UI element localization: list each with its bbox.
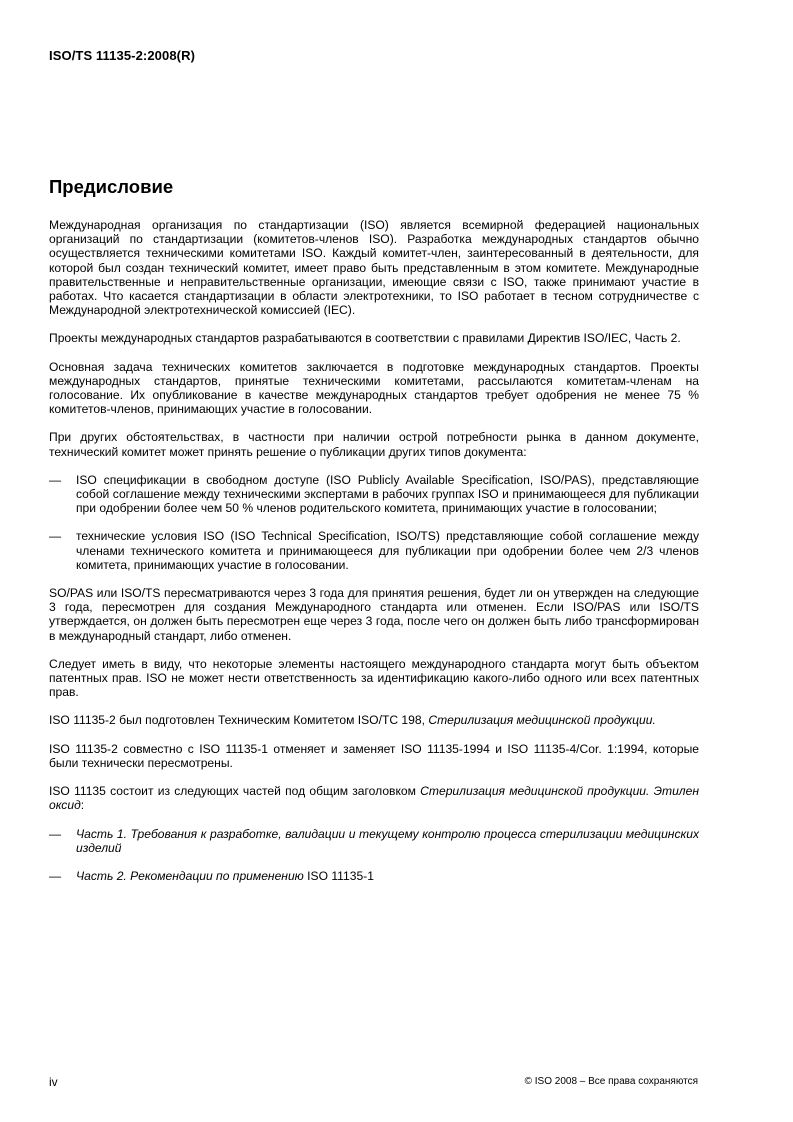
list-item-part-2 (49, 869, 699, 883)
part-suffix: ISO 11135-1 (303, 868, 374, 883)
paragraph-iso-intro: Международная организация по стандартизации (ISO) является всемирной федерацией национальных организаций по стандартизации (комитетов-членов ISO). Разработка международных стандартов обычно осуществляется техническими комитетами ISO. Каждый комитет-член, заинтересованный в деятельности, для которой был создан технический комитет, имеет право быть представленным в этом комитете. Международные правительственные и неправительственные организации, имеющие связи с ISO, также принимают участие в работах. Что касается стандартизации в области электротехники, то ISO работает в тесном сотрудничестве с Международной электротехнической комиссией (IEC). (49, 218, 699, 318)
list-dash: — (49, 529, 62, 544)
list-dash: — (49, 472, 62, 487)
paragraph-committee-task: Основная задача технических комитетов заключается в подготовке международных стандартов. Проекты международных стандартов, принятые техническими комитетами, рассылаются комитетам-членам на голосование. Их опубликование в качестве международных стандартов требует одобрения не менее 75 % комитетов-членов, принимающих участие в голосовании. (49, 359, 699, 417)
paragraph-text: ISO 11135 состоит из следующих частей под общим заголовком (49, 784, 421, 799)
part-title: Часть 2. Рекомендации по применению (76, 868, 304, 883)
paragraph-replaces: ISO 11135-2 совместно с ISO 11135-1 отменяет и заменяет ISO 11135-1994 и ISO 11135-4/Cor. 1:1994, которые были технически пересмотрены. (49, 741, 699, 770)
part-title: Часть 1. Требования к разработке, валидации и текущему контролю процесса стерилизации медицинских изделий (76, 826, 699, 855)
document-body (49, 176, 699, 897)
series-title: Стерилизация медицинской продукции. Этилен оксид (49, 784, 699, 813)
paragraph-review: SO/PAS или ISO/TS пересматриваются через 3 года для принятия решения, будет ли он утвержден на следующие 3 года, пересмотрен для создания Международного стандарта или отменен. Если ISO/PAS или ISO/TS утверждается, он должен быть пересмотрен еще через 3 года, после чего он должен быть либо трансформирован в международный стандарт, либо отменен. (49, 586, 699, 643)
list-item-text (76, 869, 699, 883)
paragraph-directives: Проекты международных стандартов разрабатываются в соответствии с правилами Директив ISO/IEC, Часть 2. (49, 331, 681, 346)
list-item-ts (49, 529, 699, 572)
paragraph-prepared-by (49, 713, 699, 727)
copyright-notice: © ISO 2008 – Все права сохраняются (524, 1076, 698, 1087)
page-number: iv (49, 1075, 58, 1089)
list-item-text: ISO спецификации в свободном доступе (ISO Publicly Available Specification, ISO/PAS), представляющие собой соглашение между техническими экспертами в рабочих группах ISO и принимающееся для публикации при одобрении более чем 50 % членов родительского комитета, принимающих участие в голосовании; (76, 472, 699, 516)
paragraph-other-documents: При других обстоятельствах, в частности при наличии острой потребности рынка в данном документе, технический комитет может принять решение о публикации других типов документа: (49, 430, 699, 459)
document-id: ISO/TS 11135-2:2008(R) (49, 48, 195, 63)
paragraph-parts (49, 784, 699, 812)
list-item-part-1 (49, 827, 699, 855)
paragraph-text: ISO 11135-2 был подготовлен Техническим Комитетом ISO/TC 198, (49, 713, 429, 728)
list-dash: — (49, 868, 62, 883)
paragraph-patents: Следует иметь в виду, что некоторые элементы настоящего международного стандарта могут быть объектом патентных прав. ISO не может нести ответственность за идентификацию какого-либо одного или всех патентных прав. (49, 656, 699, 700)
section-title: Предисловие (49, 176, 174, 197)
list-item-text: технические условия ISO (ISO Technical Specification, ISO/TS) представляющие собой соглашение между членами технического комитета и принимающееся для публикации при одобрении более чем 2/3 членов комитета, принимающих участие в голосовании. (76, 529, 699, 572)
list-item-text (76, 827, 699, 855)
committee-title: Стерилизация медицинской продукции. (428, 713, 656, 728)
paragraph-text: : (80, 798, 85, 813)
list-dash: — (49, 826, 62, 841)
list-item-pas (49, 473, 699, 516)
